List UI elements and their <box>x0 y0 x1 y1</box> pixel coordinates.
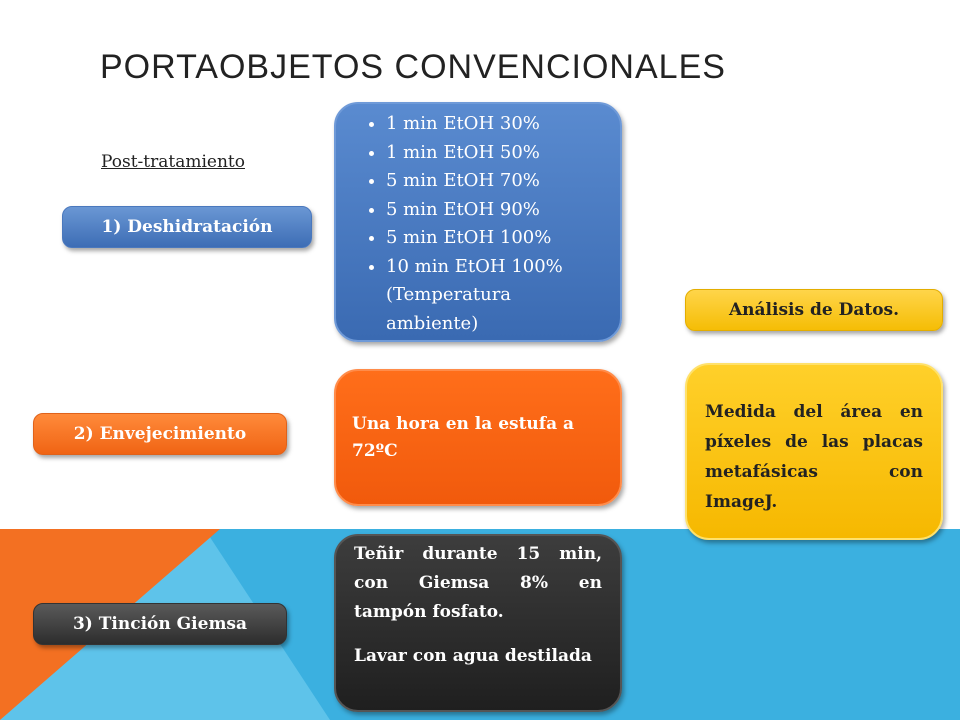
dehydration-item: • 5 min EtOH 90% <box>386 196 602 225</box>
dehydration-item: • 10 min EtOH 100% (Temperatura ambiente) <box>386 253 602 339</box>
subtitle: Post-tratamiento <box>101 152 245 172</box>
step-dehydration-label: 1) Deshidratación <box>62 206 312 248</box>
dehydration-item: • 5 min EtOH 70% <box>386 167 602 196</box>
step-staining-label: 3) Tinción Giemsa <box>33 603 287 645</box>
staining-box <box>334 534 622 712</box>
dehydration-item: • 1 min EtOH 30% <box>386 110 602 139</box>
dehydration-list <box>358 110 602 338</box>
aging-text: Una hora en la estufa a 72ºC <box>352 414 575 461</box>
step-aging-label: 2) Envejecimiento <box>33 413 287 455</box>
analysis-box <box>685 363 943 540</box>
dehydration-item: • 5 min EtOH 100% <box>386 224 602 253</box>
staining-paragraph-2: Lavar con agua destilada <box>354 646 592 666</box>
dehydration-box <box>334 102 622 342</box>
dehydration-item: • 1 min EtOH 50% <box>386 139 602 168</box>
aging-box <box>334 369 622 506</box>
analysis-label: Análisis de Datos. <box>685 289 943 331</box>
analysis-text: Medida del área en píxeles de las placas metafásicas con ImageJ. <box>705 402 923 512</box>
slide-title: PORTAOBJETOS CONVENCIONALES <box>100 48 726 86</box>
staining-paragraph-1: Teñir durante 15 min, con Giemsa 8% en tampón fosfato. <box>354 544 602 622</box>
